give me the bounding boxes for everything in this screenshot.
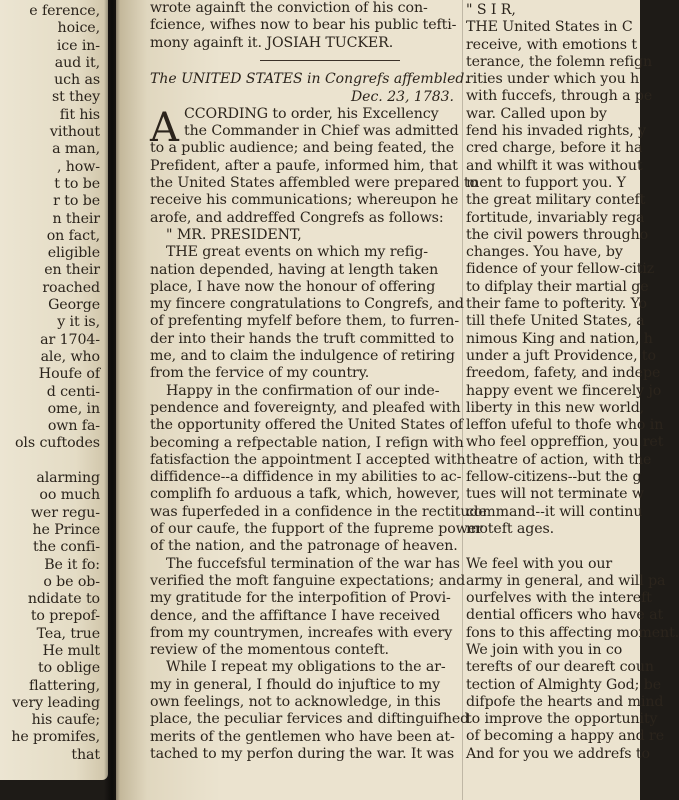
page-gutter-shadow [104,0,120,800]
right-column-line: difpofe the hearts and mind [466,693,664,710]
right-column-line: " S I R, [466,2,516,18]
left-column-line: aud it, [54,54,100,71]
paragraph-line: was fuperfeded in a confidence in the rectitude [150,503,487,520]
intro-line: fcience, wifhes now to bear his public tefti- [150,17,457,34]
paragraph-line: place, the peculiar fervices and diftinguifhed [150,711,470,728]
left-column-line: ale, who [40,348,100,365]
paragraph-line: verified the moft fanguine expectations; and [150,572,466,589]
left-column-line: o be ob- [43,573,100,590]
paragraph-line: complifh fo arduous a tafk, which, however, [150,486,461,503]
paragraph-3 [150,382,487,556]
left-column-line: wer regu- [30,504,100,521]
right-column-line: ment to fupport you. Y [466,174,626,191]
right-column-line: under a juft Providence, to [466,347,656,364]
left-column-line: alarming [36,470,100,487]
paragraph-line: the United States affembled were prepared to [150,175,478,192]
right-column-line: We feel with you our [466,555,613,572]
paragraph-line: my fincere congratulations to Congrefs, and [150,296,464,313]
left-column-line: ndidate to [27,591,100,608]
paragraph-line: receive his communications; whereupon he [150,192,459,209]
left-column-line: fit his [59,106,100,123]
right-column-line: the great military conteft [466,192,646,209]
right-column-line: terance, the folemn refign [466,53,652,70]
left-column-line: that [71,746,100,763]
right-column-line: and whilft it was without [466,157,643,174]
left-column-line: on fact, [46,227,100,244]
paragraph-line: from my countrymen, increafes with every [150,624,453,641]
left-column-line: vithout [49,124,100,141]
paragraph-line: the Commander in Chief was admitted [184,123,459,140]
left-column-line: his caufe; [31,712,100,729]
paragraph-line: THE great events on which my refig- [166,244,428,261]
left-column-line: t to be [54,175,100,192]
left-column-line: Be it fo: [44,556,100,573]
right-column-line: ourfelves with the intereft [466,590,652,607]
left-column-line: , how- [56,158,100,175]
paragraph-line: to a public audience; and being feated, the [150,140,455,157]
left-column-line: to prepof- [30,608,100,625]
left-column-line: en their [44,262,100,279]
left-column-line: d centi- [46,383,100,400]
left-column-line: ar 1704- [40,331,100,348]
right-column-line: happy event we fincerely jo [466,382,662,399]
center-column [150,0,487,763]
left-column-line: the confi- [33,539,100,556]
paragraph-line: of the nation, and the patronage of heaven. [150,538,458,555]
left-column-line: eligible [47,245,100,262]
left-column-line: st they [51,89,100,106]
right-column-line: fellow-citizens--but the g [466,469,642,486]
left-column-line: ols cuftodes [14,435,100,452]
paragraph-line: of prefenting myfelf before them, to furren- [150,313,460,330]
left-column-line: roached [42,279,100,296]
left-column-line: oo much [39,487,100,504]
intro-line: mony againft it. JOSIAH TUCKER. [150,34,394,51]
right-column-line: rities under which you h [466,71,640,88]
left-column-line: ice in- [56,37,100,54]
left-column-line: He mult [42,642,100,659]
paragraph-line: own feelings, not to acknowledge, in this [150,693,441,710]
right-column-line: tection of Almighty God; be [466,676,662,693]
right-column-line: nimous King and nation, h [466,330,653,347]
paragraph-2 [150,244,464,382]
paragraph-line: diffidence--a diffidence in my abilities to ac- [150,469,462,486]
drop-cap: A [150,104,179,151]
left-column-line: he Prince [32,521,100,538]
headline: The UNITED STATES in Congrefs affembled. [150,70,469,87]
left-column-line: very leading [12,694,100,711]
paragraph-line: my in general, I fhould do injuftice to my [150,676,440,693]
right-column-line: to difplay their martial ge [466,278,649,295]
right-column-line: And for you we addrefs to [466,745,650,762]
right-column-line: till thefe United States, a [466,313,645,330]
right-column-line [466,538,640,555]
right-column-line: terefts of our deareft coun [466,659,654,676]
left-column-line: n their [52,210,100,227]
right-column-line: the civil powers througho [466,226,649,243]
left-column-line: Houfe of [38,366,100,383]
paragraph-line: nation depended, having at length taken [150,261,439,278]
paragraph-line: While I repeat my obligations to the ar- [166,659,446,676]
intro-text [150,0,460,52]
paragraph-line: The fuccefsful termination of the war has [166,555,460,572]
paragraph-line: arofe, and addreffed Congrefs as follows: [150,209,444,226]
column-divider [462,0,463,800]
right-column-line: fend his invaded rights, y [466,123,647,140]
left-column-line: George [48,297,100,314]
right-column-line: dential officers who have at [466,607,664,624]
right-column-line: army in general, and will pa [466,572,666,589]
left-column-line: ome, in [47,400,100,417]
left-column [0,0,102,764]
right-column-line: We join with you in co [466,641,623,658]
right-column [466,0,679,763]
paragraph-line: my gratitude for the interpofition of Provi- [150,590,451,607]
paragraph-1 [150,104,478,227]
right-column-line: cred charge, before it ha [466,140,643,157]
left-column-line: r to be [53,193,100,210]
left-column-line [0,453,102,470]
paragraph-line: pendence and fovereignty, and pleafed with [150,399,461,416]
left-column-line: uch as [54,72,100,89]
paragraph-line: me, and to claim the indulgence of retiring [150,348,455,365]
paragraph-line: Prefident, after a paufe, informed him, that [150,157,458,174]
left-column-line: he promifes, [11,729,100,746]
dateline: Dec. 23, 1783. [350,88,454,105]
right-column-line: fortitude, invariably rega [466,209,645,226]
paragraph-4 [150,555,466,660]
paragraph-line: CCORDING to order, his Excellency [184,105,439,122]
right-column-line: with fuccefs, through a pe [466,88,653,105]
section-rule [260,60,400,61]
right-column-line: leffon ufeful to thofe who in [466,417,664,434]
right-column-line: of becoming a happy and re [466,728,665,745]
left-column-line: Tea, true [36,625,100,642]
right-column-line: moteft ages. [466,520,555,537]
paragraph-line: merits of the gentlemen who have been at- [150,728,455,745]
paragraph-line: of our caufe, the fupport of the fupreme power [150,521,483,538]
paragraph-line: dence, and the affiftance I have received [150,607,440,624]
left-column-line: e ference, [29,3,100,19]
right-column-line: to improve the opportunity [466,711,658,728]
paragraph-line: fatisfaction the appointment I accepted with [150,451,466,468]
paragraph-line: Happy in the confirmation of our inde- [166,382,440,399]
paragraph-line: becoming a refpectable nation, I refign with [150,434,464,451]
intro-line: wrote againft the conviction of his con- [150,0,428,16]
paragraph-line: der into their hands the truft committed to [150,330,454,347]
paragraph-line: tached to my perfon during the war. It was [150,745,455,762]
left-column-line: y it is, [57,314,100,331]
paragraph-line: the opportunity offered the United States of [150,417,463,434]
right-column-line: theatre of action, with the [466,451,652,468]
paragraph-line: review of the momentous conteft. [150,642,389,659]
left-page [0,0,108,780]
right-column-line: tues will not terminate w [466,486,644,503]
salutation: " MR. PRESIDENT, [166,226,302,243]
paragraph-5 [150,659,470,763]
paragraph-line: from the fervice of my country. [150,365,370,382]
right-column-line: their fame to pofterity. Yo [466,296,648,313]
main-page [116,0,679,800]
right-column-line: freedom, fafety, and indepe [466,365,661,382]
left-column-line: flattering, [29,677,100,694]
paragraph-line: place, I have now the honour of offering [150,278,436,295]
right-column-line: liberty in this new world, [466,399,645,416]
right-column-line: THE United States in C [466,19,633,36]
left-column-line: own fa- [47,418,100,435]
left-column-line: a man, [52,141,100,158]
right-column-line: receive, with emotions t [466,36,637,53]
right-column-line: fons to this affecting moment. [466,624,679,641]
right-column-line: who feel oppreffion, you ret [466,434,664,451]
right-column-line: command--it will continu [466,503,643,520]
right-column-line: war. Called upon by [466,105,607,122]
left-column-line: hoice, [57,20,100,37]
right-column-line: fidence of your fellow-citiz [466,261,655,278]
right-column-line: changes. You have, by [466,244,623,261]
left-column-line: to oblige [37,660,100,677]
